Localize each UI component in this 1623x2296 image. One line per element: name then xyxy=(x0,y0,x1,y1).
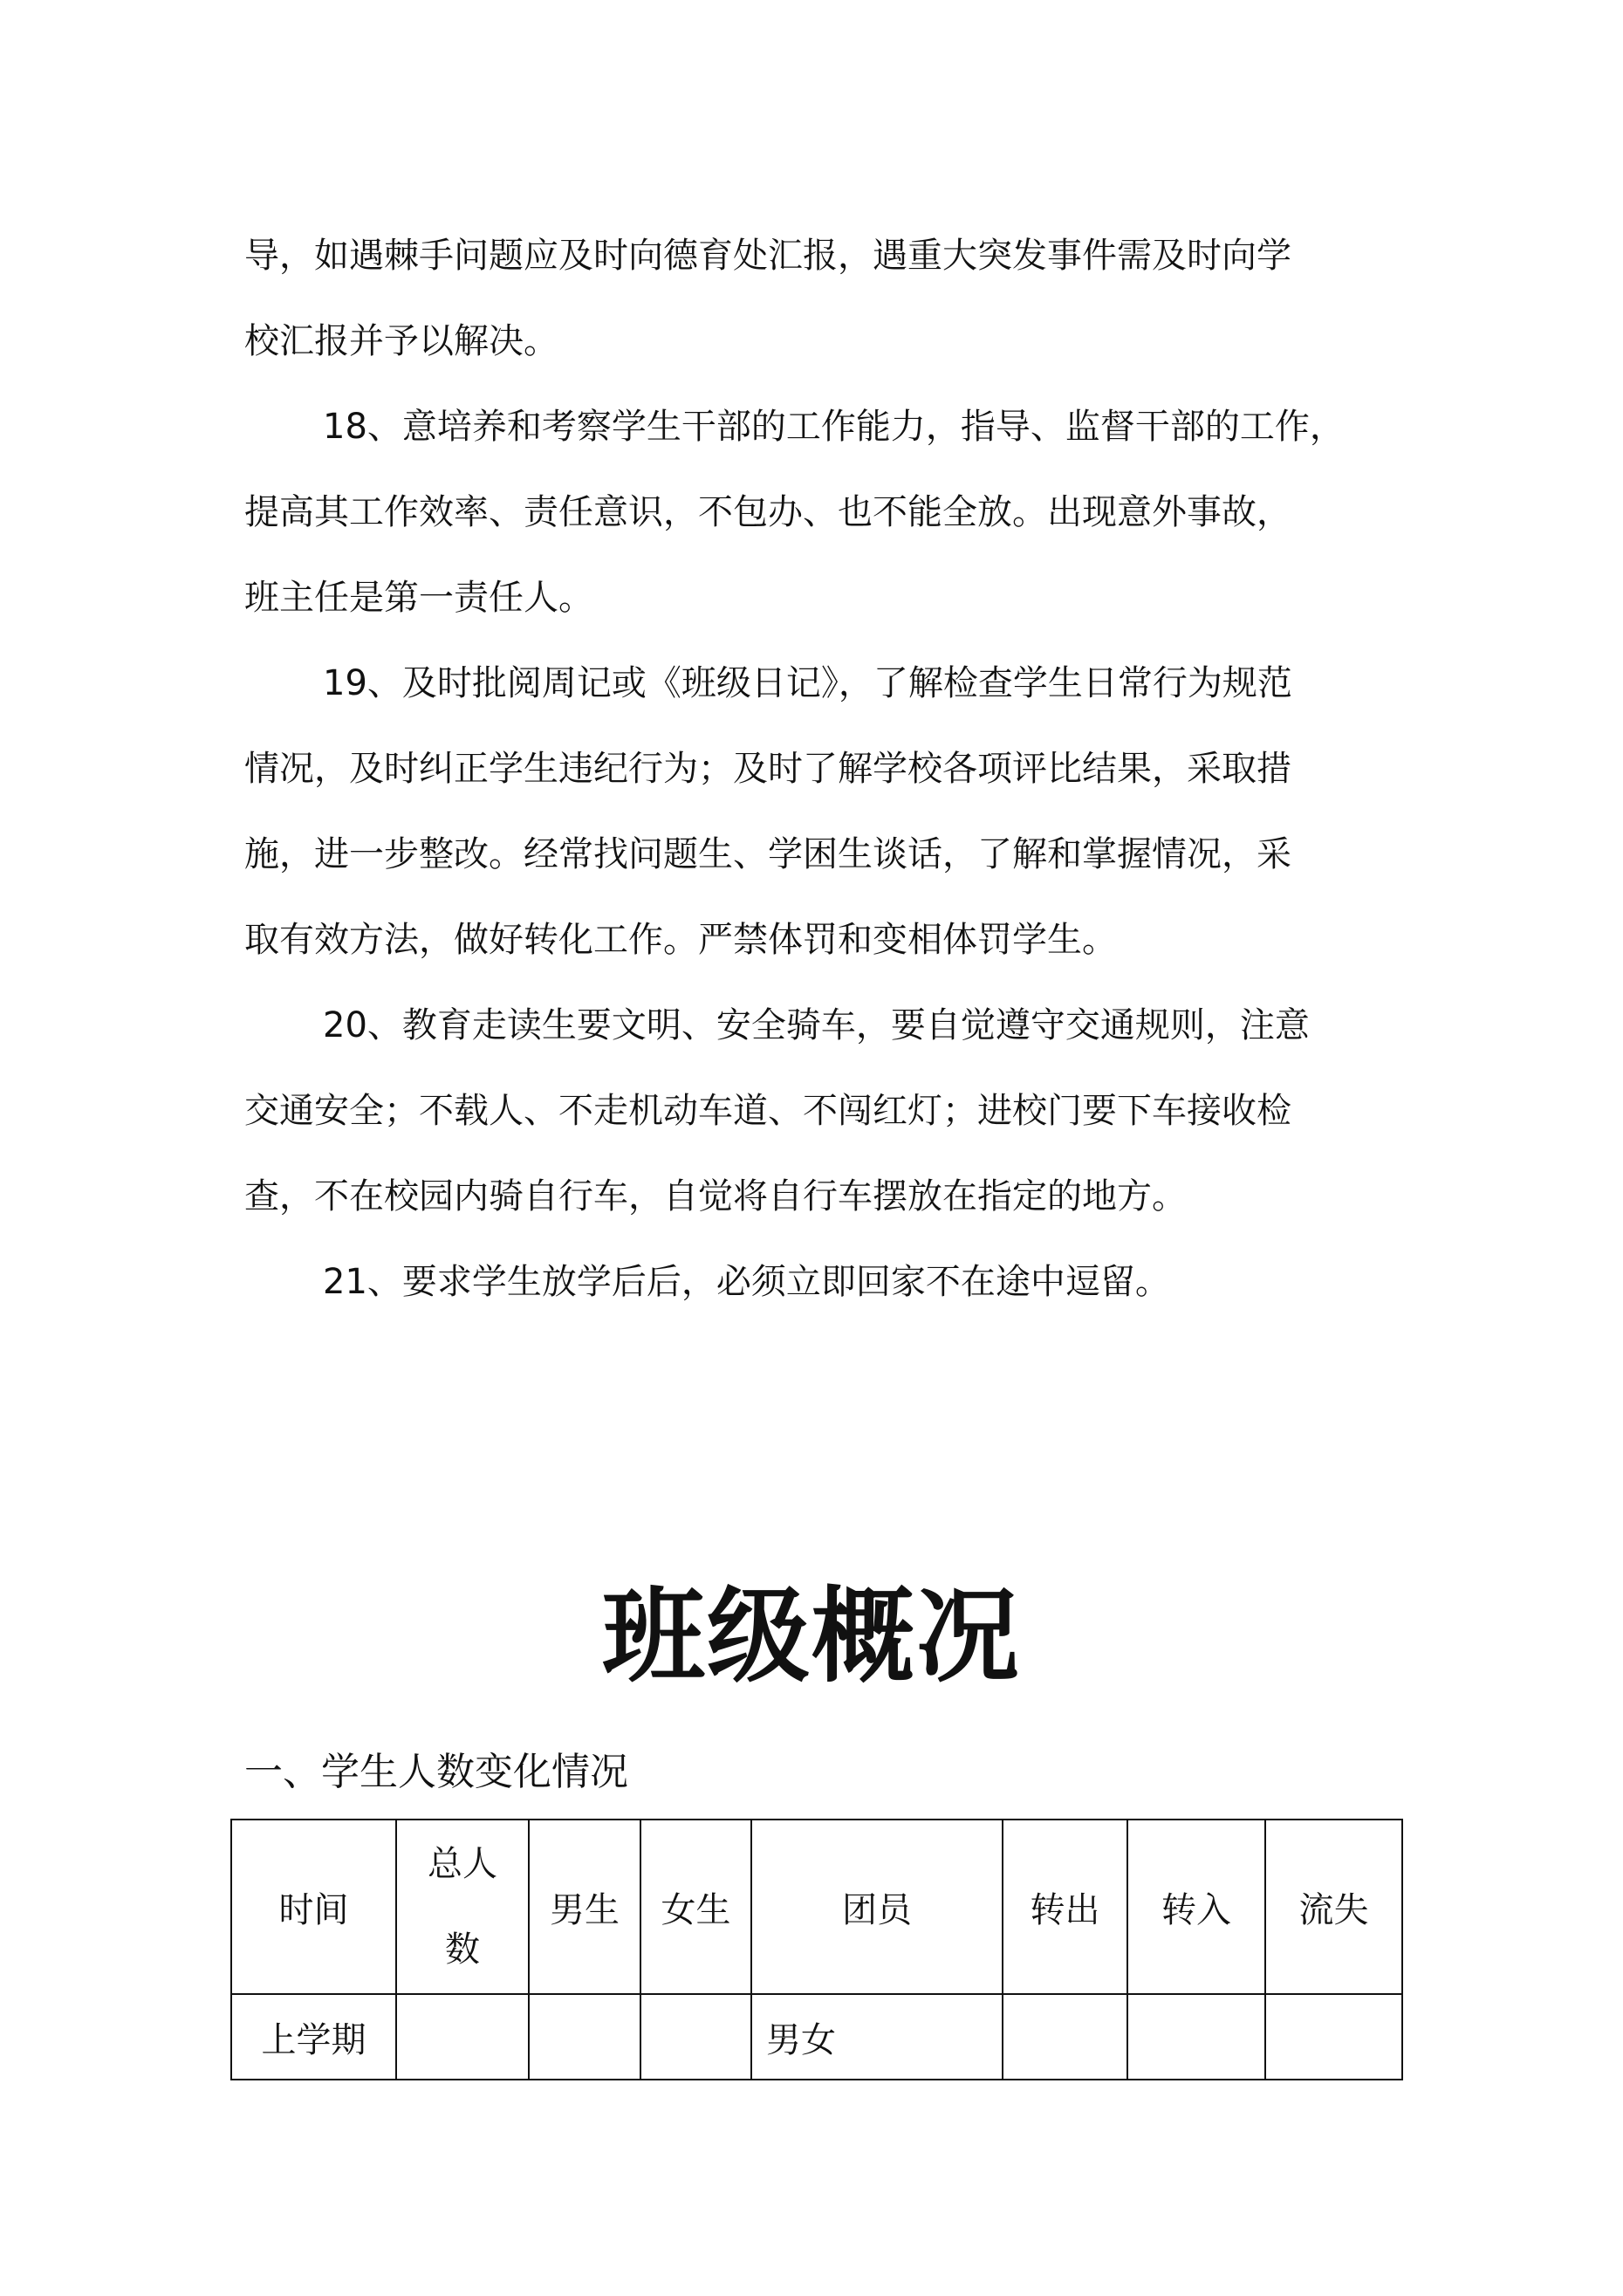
cell-out xyxy=(1003,1994,1127,2080)
cell-league: 男女 xyxy=(751,1994,1003,2080)
text-line-item-18: 18、意培养和考察学生干部的工作能力，指导、监督干部的工作， xyxy=(323,407,1345,447)
cell-female xyxy=(640,1994,751,2080)
header-league: 团员 xyxy=(751,1820,1003,1994)
text-line: 班主任是第一责任人。 xyxy=(244,578,593,618)
text-line: 施，进一步整改。经常找问题生、学困生谈话，了解和掌握情况，采 xyxy=(244,834,1291,874)
text-line: 导，如遇棘手问题应及时向德育处汇报，遇重大突发事件需及时向学 xyxy=(244,236,1291,276)
table-row xyxy=(231,1994,1402,2080)
header-male: 男生 xyxy=(529,1820,640,1994)
text-line: 校汇报并予以解决。 xyxy=(244,321,558,361)
text-line-item-20: 20、教育走读生要文明、安全骑车，要自觉遵守交通规则，注意 xyxy=(323,1005,1310,1045)
text-line: 提高其工作效率、责任意识，不包办、也不能全放。出现意外事故， xyxy=(244,492,1291,532)
header-in: 转入 xyxy=(1127,1820,1265,1994)
table-header-row xyxy=(231,1820,1402,1994)
header-total-line-1: 总人 xyxy=(428,1844,497,1884)
student-count-table xyxy=(230,1819,1403,2080)
cell-in xyxy=(1127,1994,1265,2080)
text-line-item-19: 19、及时批阅周记或《班级日记》，了解检查学生日常行为规范 xyxy=(323,663,1292,703)
header-time: 时间 xyxy=(231,1820,396,1994)
section-heading: 一、学生人数变化情况 xyxy=(244,1750,628,1794)
header-female: 女生 xyxy=(640,1820,751,1994)
header-lost: 流失 xyxy=(1265,1820,1402,1994)
text-line: 查，不在校园内骑自行车，自觉将自行车摆放在指定的地方。 xyxy=(244,1176,1187,1217)
cell-male xyxy=(529,1994,640,2080)
page-title: 班级概况 xyxy=(601,1576,1021,1696)
header-total xyxy=(396,1820,529,1994)
cell-period: 上学期 xyxy=(231,1994,396,2080)
text-line: 取有效方法，做好转化工作。严禁体罚和变相体罚学生。 xyxy=(244,920,1117,960)
cell-lost xyxy=(1265,1994,1402,2080)
text-line: 交通安全；不载人、不走机动车道、不闯红灯；进校门要下车接收检 xyxy=(244,1091,1291,1131)
text-line: 情况，及时纠正学生违纪行为；及时了解学校各项评比结果，采取措 xyxy=(244,749,1291,789)
body-text xyxy=(244,213,1396,1325)
text-line-item-21: 21、要求学生放学后后，必须立即回家不在途中逗留。 xyxy=(323,1262,1170,1302)
cell-total xyxy=(396,1994,529,2080)
header-out: 转出 xyxy=(1003,1820,1127,1994)
header-total-line-2: 数 xyxy=(445,1929,480,1970)
